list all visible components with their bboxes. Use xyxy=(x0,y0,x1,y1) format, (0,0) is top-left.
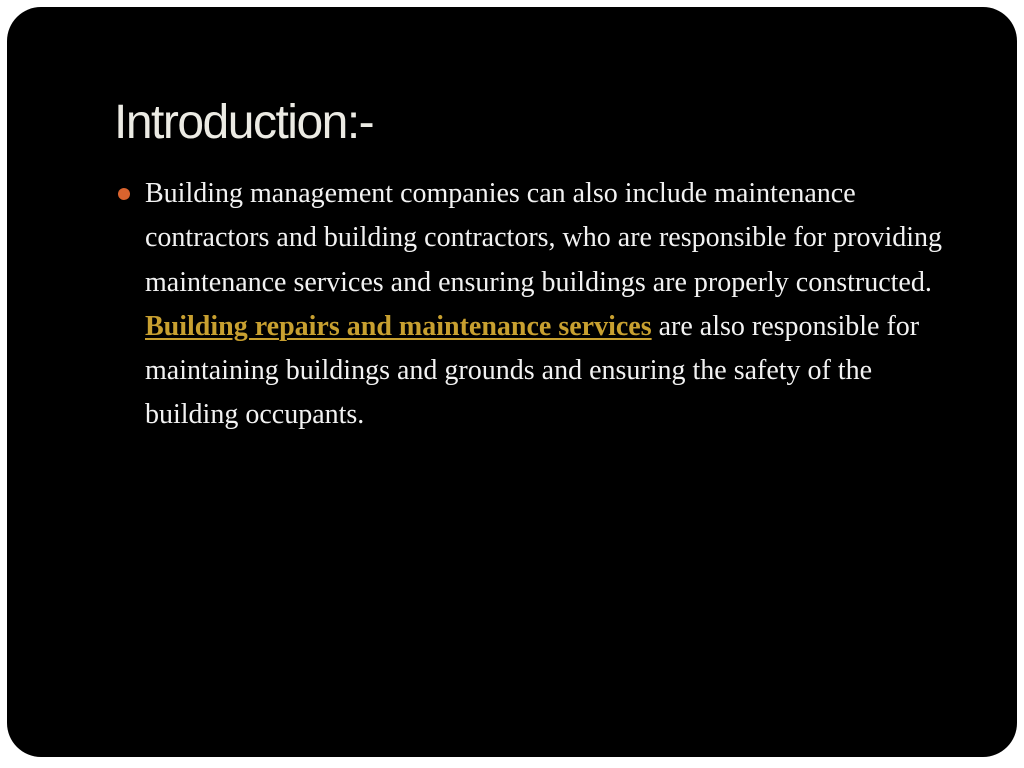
bullet-item xyxy=(118,172,968,438)
slide-title: Introduction:- xyxy=(114,96,374,149)
bullet-dot-icon xyxy=(118,188,130,200)
bullet-text-after: are also responsible for maintaining buildings and grounds and ensuring the safety of the building occupants. xyxy=(145,310,920,431)
slide xyxy=(7,7,1017,757)
bullet-list xyxy=(118,172,968,438)
building-repairs-link[interactable]: Building repairs and maintenance services xyxy=(145,310,652,342)
bullet-text-before: Building management companies can also include maintenance contractors and building contractors, who are responsible for providing maintenance services and ensuring buildings are properly constructed. xyxy=(145,178,943,298)
